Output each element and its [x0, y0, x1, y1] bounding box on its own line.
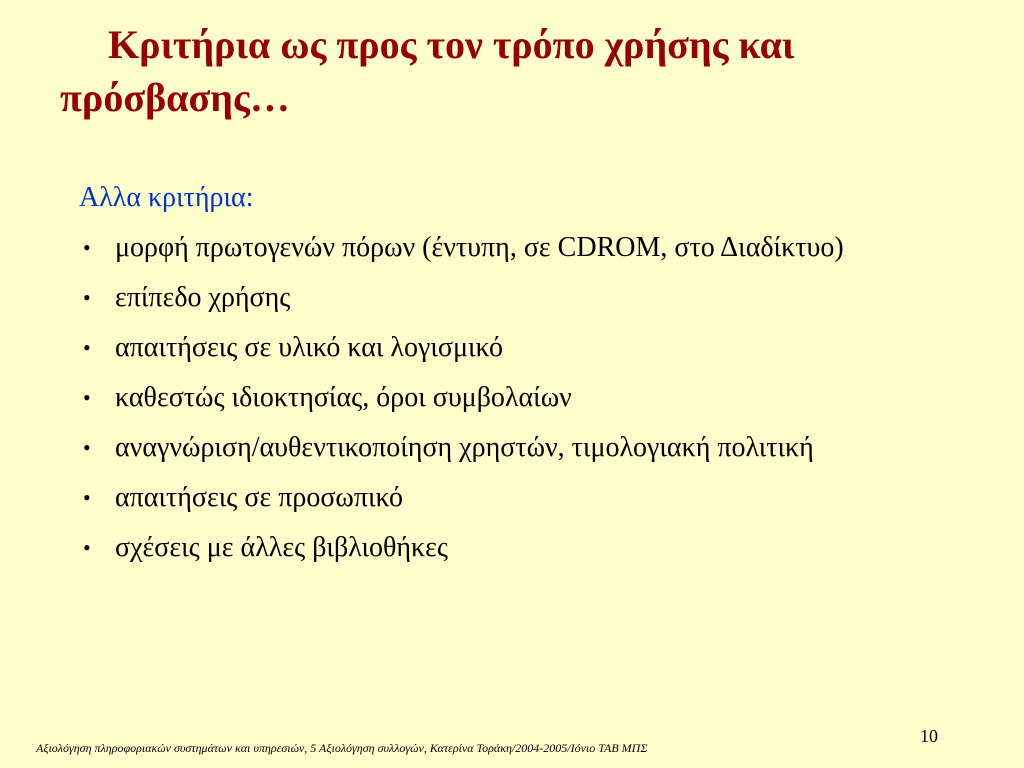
list-item-text: απαιτήσεις σε προσωπικό [115, 482, 404, 513]
list-item [79, 529, 911, 566]
slide-title-line-1: Κριτήρια ως προς τον τρόπο χρήσης και [108, 22, 795, 67]
list-item [79, 279, 911, 316]
list-item [79, 479, 911, 516]
list-item-text: καθεστώς ιδιοκτησίας, όροι συμβολαίων [115, 382, 572, 413]
bullet-icon: • [83, 235, 91, 260]
bullet-icon: • [83, 385, 91, 410]
list-item-text: σχέσεις με άλλες βιβλιοθήκες [115, 532, 448, 563]
bullet-icon: • [83, 485, 91, 510]
list-item-text: μορφή πρωτογενών πόρων (έντυπη, σε CDROM, στο Διαδίκτυο) [115, 232, 844, 263]
subheading: Αλλα κριτήρια: [79, 182, 254, 213]
list-item [79, 329, 911, 366]
bullet-icon: • [83, 435, 91, 460]
list-item [79, 379, 911, 416]
bullet-list [79, 229, 911, 579]
slide-title [60, 18, 960, 124]
bullet-icon: • [83, 335, 91, 360]
list-item-text: επίπεδο χρήσης [115, 282, 291, 313]
footer-caption: Αξιολόγηση πληροφοριακών συστημάτων και υπηρεσιών, 5 Αξιολόγηση συλλογών, Κατερίνα Τοράκη/2004-2005/Ιόνιο ΤΑΒ ΜΠΣ [36, 741, 648, 755]
list-item [79, 229, 911, 266]
list-item [79, 429, 911, 466]
bullet-icon: • [83, 535, 91, 560]
list-item-text: απαιτήσεις σε υλικό και λογισμικό [115, 332, 504, 363]
page-number: 10 [920, 726, 938, 746]
list-item-text: αναγνώριση/αυθεντικοποίηση χρηστών, τιμολογιακή πολιτική [115, 432, 814, 463]
bullet-icon: • [83, 285, 91, 310]
slide-title-line-2: πρόσβασης… [60, 75, 290, 120]
